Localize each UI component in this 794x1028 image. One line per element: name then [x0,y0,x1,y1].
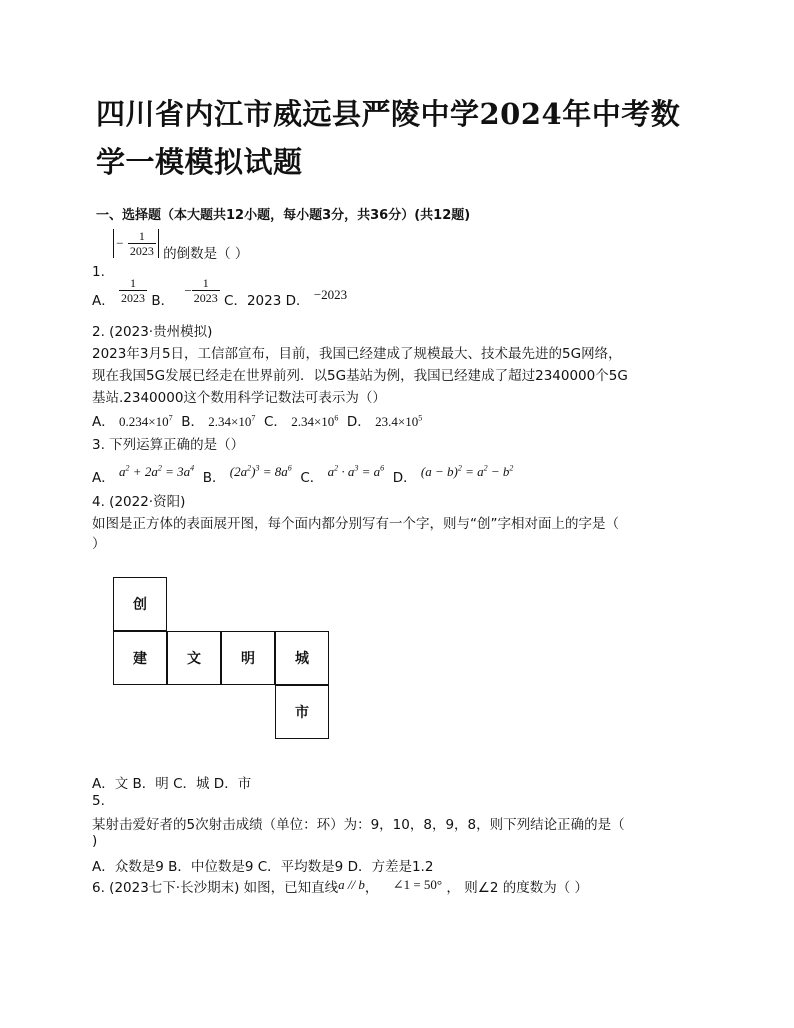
question-1 [92,229,249,280]
question-2-line: 2023年3月5日，工信部宣布，目前，我国已经建成了规模最大、技术最先进的5G网络， [92,346,622,362]
section-heading: 一、选择题（本大题共12小题，每小题3分，共36分）(共12题) [96,208,471,223]
question-3-options [92,460,514,486]
option-d: −2023 [313,286,348,302]
option-b-label: B． [181,414,204,430]
fraction: $\frac{1}{2023}$ [129,229,154,258]
question-4-line: ） [92,536,106,552]
option-a: $0.234\times 10^7$ [119,413,173,429]
cube-face: 文 [167,631,221,685]
option-b-label: B． [202,470,226,486]
question-4-source: 4. (2022·资阳) [92,494,186,510]
parallel-lines-formula: a // b [338,877,365,892]
cube-face: 创 [113,577,167,631]
abs-expression: − $\frac{1}{2023}$ [113,229,159,258]
option-c-formula: $a^2 \cdot a^3 = a^6$ [327,463,385,479]
question-4-options: A．文 B．明 C．城 D．市 [92,776,252,792]
page-title: 四川省内江市威远县严陵中学2024年中考数 [96,97,681,131]
page-title-continued: 学一模模拟试题 [96,145,303,179]
option-b: $2.34\times 10^7$ [208,413,256,429]
option-a-label: A． [92,292,115,309]
cube-face: 建 [113,631,167,685]
option-d-formula: $(a - b)^2 = a^2 - b^2$ [420,463,514,479]
separator: ， [364,880,379,896]
question-6-prefix: 6. (2023七下·长沙期末) 如图，已知直线 [92,880,339,896]
option-a-label: A． [92,414,115,430]
question-2-line: 基站.2340000这个数用科学记数法可表示为（） [92,390,386,406]
question-number: 1. [92,263,105,280]
option-d: $23.4\times 10^5$ [375,413,423,429]
question-6-suffix: ， 则∠2 的度数为（ ） [446,880,588,896]
option-b-label: B． [151,292,175,309]
option-c: C．2023 D． [224,292,310,309]
question-5-line: ) [92,833,98,849]
option-a-formula: $a^2 + 2a^2 = 3a^4$ [119,463,195,479]
question-4-line: 如图是正方体的表面展开图，每个面内都分别写有一个字，则与“创”字相对面上的字是（ [92,516,619,532]
question-2-options [92,410,422,430]
option-d-label: D． [346,414,371,430]
question-stem: 的倒数是（ ） [163,245,249,262]
question-2-line: 现在我国5G发展已经走在世界前列．以5G基站为例，我国已经建成了超过2340000个5G [92,368,628,384]
question-2-source: 2. (2023·贵州模拟) [92,324,213,340]
question-5-line: 某射击爱好者的5次射击成绩（单位：环）为：9，10，8，9，8，则下列结论正确的是（ [92,817,625,833]
question-5-number: 5. [92,793,105,809]
cube-face: 城 [275,631,329,685]
option-b-formula: $(2a^2)^3 = 8a^6$ [229,463,292,479]
question-1-options: A． $\frac{1}{2023}$ B． − $\frac{1}{2023}$ C．2023 D． −2023 [92,276,348,309]
option-a-fraction: $\frac{1}{2023}$ [121,276,146,305]
option-c-label: C． [263,414,287,430]
option-d-label: D． [392,470,417,486]
cube-face: 市 [275,685,329,739]
option-a-label: A． [92,470,115,486]
option-c: $2.34\times 10^6$ [291,413,339,429]
option-b-fraction: $\frac{1}{2023}$ [193,276,218,305]
question-5-options: A．众数是9 B．中位数是9 C．平均数是9 D．方差是1.2 [92,859,434,875]
question-3-stem: 3. 下列运算正确的是（） [92,437,245,453]
question-6 [92,876,588,896]
cube-face: 明 [221,631,275,685]
option-c-label: C． [300,470,324,486]
angle-formula: ∠1 = 50° [392,877,443,892]
